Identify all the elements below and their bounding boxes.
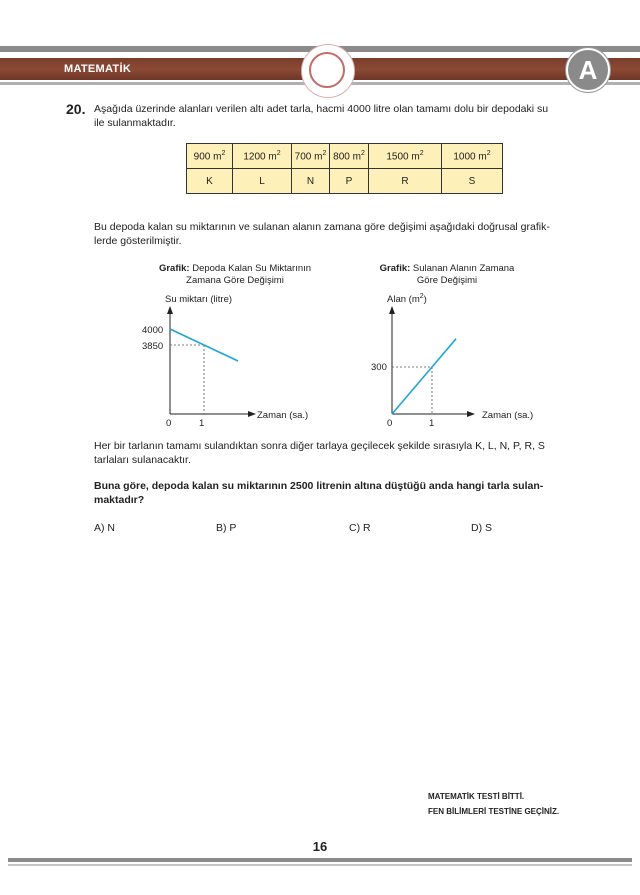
chart1-y-arrow [167,306,173,314]
field-label-cell: P [330,169,369,194]
footer-bar [8,858,632,862]
end-message-line-1: MATEMATİK TESTİ BİTTİ. [428,792,525,801]
field-area-cell: 1000 $m^2$ [442,144,503,169]
fields-table [186,143,503,194]
field-area-cell: 900 $m^2$ [187,144,233,169]
field-area-cell: 1200 $m^2$ [233,144,292,169]
para2-line-1: Bu depoda kalan su miktarının ve sulanan alanın zamana göre değişimi aşağıdaki doğrusal grafik- [94,221,550,233]
question-stem-line-2: maktadır? [94,494,145,506]
chart2-series-line [392,339,456,414]
chart1-ytick-3850: 3850 [142,341,164,352]
subject-title: MATEMATİK [64,63,132,75]
chart1-title: Grafik: Depoda Kalan Su Miktarının Zamana Göre Değişimi [158,263,312,286]
chart2-xtick: 1 [429,418,435,429]
intro-line-1: Aşağıda üzerinde alanları verilen altı adet tarla, hacmi 4000 litre olan tamamı dolu bir depodaki su [94,103,549,115]
para3-line-2: tarlaları sulanacaktır. [94,454,191,466]
chart1-series-line [170,329,238,361]
para3-line-1: Her bir tarlanın tamamı sulandıktan sonra diğer tarlaya geçilecek şekilde sırasıyla K, L, N, P, R, S [94,440,545,452]
chart1-water [120,288,330,433]
question-number: 20. [66,101,86,117]
chart2-title: Grafik: Sulanan Alanın Zamana Göre Değişimi [379,263,515,286]
para2-line-2: lerde gösterilmiştir. [94,235,182,247]
option-b[interactable]: B) P [216,522,237,534]
chart2-ylabel: Alan $(m^2)$ [387,293,427,305]
chart2-y-arrow [389,306,395,314]
chart1-origin: 0 [166,418,172,429]
chart1-xtick: 1 [199,418,205,429]
intro-line-2: ile sulanmaktadır. [94,117,176,129]
chart1-xlabel: Zaman (sa.) [257,410,309,421]
chart2-x-arrow [467,411,475,417]
option-c[interactable]: C) R [349,522,371,534]
footer-bar-light [8,864,632,866]
question-stem-line-1: Buna göre, depoda kalan su miktarının 2500 litrenin altına düştüğü anda hangi tarla sulan- [94,480,544,492]
field-area-cell: 800 $m^2$ [330,144,369,169]
ministry-seal-icon [301,44,355,98]
booklet-badge: A [566,48,610,92]
page-number: 16 [312,839,328,854]
option-a[interactable]: A) N [94,522,115,534]
field-area-cell: 1500 $m^2$ [369,144,442,169]
chart2-area [345,288,545,433]
chart1-x-arrow [248,411,256,417]
chart2-ytick-300: 300 [371,362,387,373]
end-message-line-2: FEN BİLİMLERİ TESTİNE GEÇİNİZ. [428,807,560,816]
field-label-cell: R [369,169,442,194]
field-label-cell: S [442,169,503,194]
chart2-origin: 0 [387,418,393,429]
end-message [428,789,559,819]
field-area-cell: 700 $m^2$ [292,144,330,169]
field-label-cell: K [187,169,233,194]
field-label-cell: N [292,169,330,194]
chart2-xlabel: Zaman (sa.) [482,410,534,421]
chart1-ylabel: Su miktarı (litre) [165,294,233,305]
chart1-ytick-4000: 4000 [142,325,164,336]
field-label-cell: L [233,169,292,194]
option-d[interactable]: D) S [471,522,492,534]
